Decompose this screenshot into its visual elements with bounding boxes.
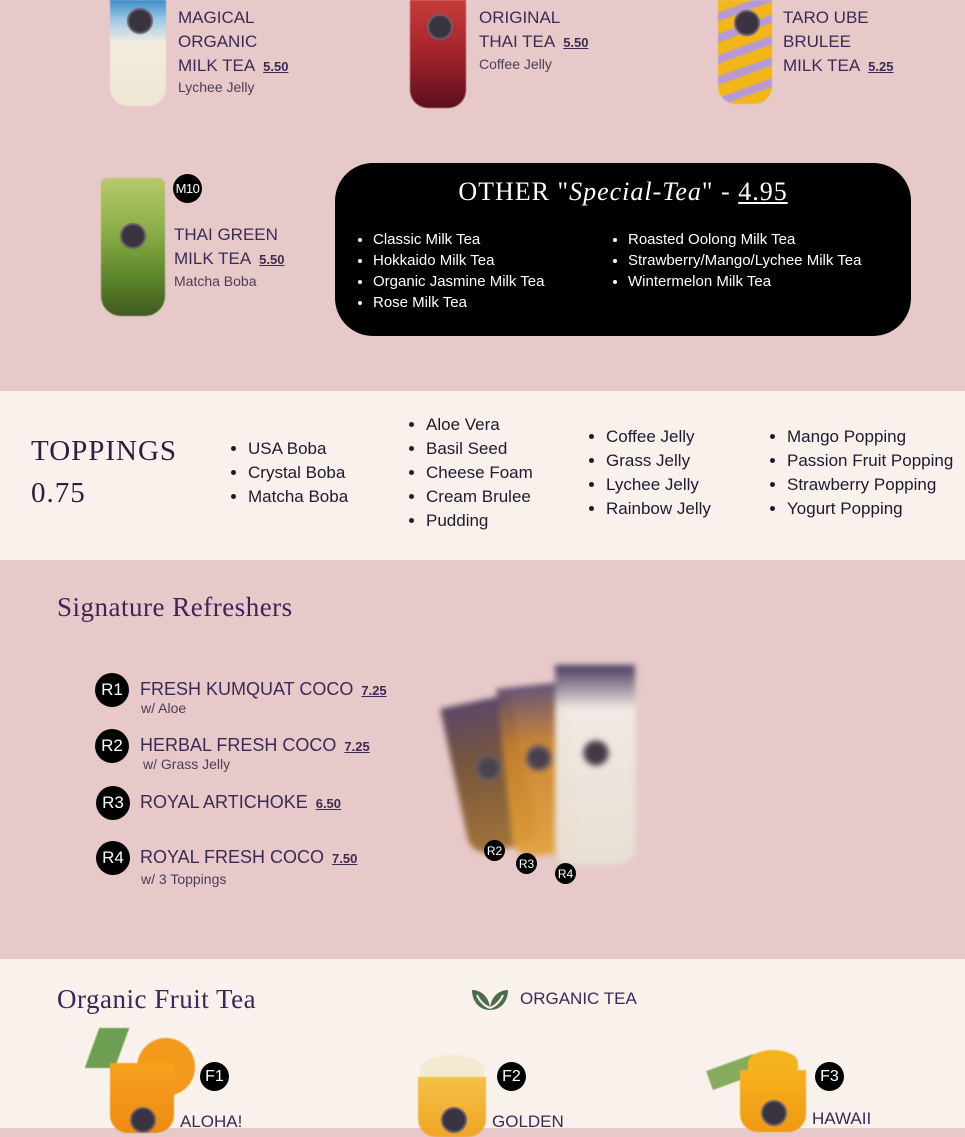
taro-ube-brulee-name: TARO UBE BRULEE MILK TEA 5.25	[783, 8, 894, 75]
price: 6.50	[315, 796, 342, 811]
leaf-garnish-icon	[85, 1028, 130, 1068]
photo-r3-badge: R3	[516, 853, 537, 874]
price: 5.50	[563, 35, 589, 50]
golden-name: GOLDEN	[492, 1112, 564, 1131]
leaf-icon	[470, 986, 510, 1017]
list-item: • Yogurt Popping	[787, 497, 953, 521]
list-item: • Roasted Oolong Milk Tea	[628, 229, 861, 250]
organic-tea-label: ORGANIC TEA	[520, 989, 637, 1008]
royal-fresh-coco-sub: w/ 3 Toppings	[141, 871, 227, 887]
r4-badge: R4	[96, 841, 130, 875]
list-item: • Lychee Jelly	[606, 473, 711, 497]
golden-cup-image	[418, 1077, 486, 1137]
cup-logo-icon	[583, 740, 609, 766]
thai-green-milk-tea-image	[101, 178, 165, 316]
original-thai-tea-image	[410, 0, 466, 108]
cup-logo-icon	[761, 1100, 787, 1126]
magical-organic-milk-tea-image	[110, 0, 166, 106]
list-item: • USA Boba	[248, 437, 348, 461]
magical-organic-milk-tea-name: MAGICAL ORGANIC MILK TEA 5.50	[178, 8, 289, 75]
cup-logo-icon	[120, 223, 146, 249]
list-item: • Cream Brulee	[426, 485, 533, 509]
toppings-list-4	[769, 425, 953, 521]
list-item: • Aloe Vera	[426, 413, 533, 437]
f1-badge: F1	[200, 1062, 229, 1091]
price: 5.50	[259, 252, 285, 267]
price: 7.25	[344, 739, 370, 754]
r3-badge: R3	[96, 786, 130, 820]
special-tea-title: OTHER "Special-Tea" - 4.95	[458, 177, 788, 206]
royal-fresh-coco: ROYAL FRESH COCO 7.50	[140, 847, 358, 867]
list-item: • Wintermelon Milk Tea	[628, 271, 861, 292]
herbal-fresh-coco-sub: w/ Grass Jelly	[143, 756, 231, 772]
r1-badge: R1	[95, 673, 129, 707]
list-item: • Strawberry Popping	[787, 473, 953, 497]
r2-badge: R2	[95, 729, 129, 763]
refreshers-title: Signature Refreshers	[57, 592, 293, 622]
royal-artichoke: ROYAL ARTICHOKE 6.50	[140, 792, 342, 812]
list-item: • Cheese Foam	[426, 461, 533, 485]
list-item: • Matcha Boba	[248, 485, 348, 509]
list-item: • Coffee Jelly	[606, 425, 711, 449]
original-thai-tea-name: ORIGINAL THAI TEA 5.50	[479, 8, 589, 51]
list-item: • Basil Seed	[426, 437, 533, 461]
refreshers-photo	[440, 655, 670, 895]
list-item: • Passion Fruit Popping	[787, 449, 953, 473]
cup-logo-icon	[441, 1107, 467, 1133]
m10-badge: M10	[173, 174, 202, 203]
aloha-cup-image	[110, 1063, 174, 1133]
refresher-cup-white-image	[555, 665, 635, 865]
special-tea-price: 4.95	[738, 177, 788, 206]
toppings-list-1	[230, 437, 348, 509]
list-item: • Crystal Boba	[248, 461, 348, 485]
list-item: • Rainbow Jelly	[606, 497, 711, 521]
price: 5.50	[263, 59, 289, 74]
hawaii-name: HAWAII	[812, 1109, 872, 1128]
golden-image	[415, 1055, 493, 1128]
photo-r4-badge: R4	[555, 863, 576, 884]
fruit-tea-title: Organic Fruit Tea	[57, 984, 257, 1014]
list-item: • Hokkaido Milk Tea	[373, 250, 544, 271]
list-item: • Classic Milk Tea	[373, 229, 544, 250]
cup-logo-icon	[524, 744, 553, 773]
list-item: • Grass Jelly	[606, 449, 711, 473]
f2-badge: F2	[497, 1062, 526, 1091]
toppings-price: 0.75	[31, 477, 86, 509]
hawaii-image	[708, 1050, 808, 1128]
price: 7.50	[332, 851, 358, 866]
price: 5.25	[868, 59, 894, 74]
toppings-list-3	[588, 425, 711, 521]
aloha-name: ALOHA!	[180, 1112, 243, 1131]
list-item: • Mango Popping	[787, 425, 953, 449]
special-tea-list-left	[335, 229, 544, 313]
fresh-kumquat-coco: FRESH KUMQUAT COCO 7.25	[140, 679, 387, 699]
cup-logo-icon	[473, 753, 504, 784]
list-item: • Strawberry/Mango/Lychee Milk Tea	[628, 250, 861, 271]
thai-green-milk-tea-name: THAI GREEN MILK TEA 5.50	[174, 225, 285, 268]
fresh-kumquat-coco-sub: w/ Aloe	[141, 700, 187, 716]
thai-green-topping: Matcha Boba	[174, 273, 257, 289]
special-tea-list-right	[590, 229, 861, 292]
herbal-fresh-coco: HERBAL FRESH COCO 7.25	[140, 735, 370, 755]
cup-logo-icon	[734, 10, 760, 36]
cup-logo-icon	[127, 8, 153, 34]
cup-logo-icon	[130, 1107, 156, 1133]
list-item: • Organic Jasmine Milk Tea	[373, 271, 544, 292]
special-tea-panel	[335, 163, 911, 336]
toppings-list-2	[408, 413, 533, 533]
taro-ube-brulee-image	[718, 0, 772, 104]
magical-organic-topping: Lychee Jelly	[178, 79, 255, 95]
original-thai-tea-topping: Coffee Jelly	[479, 56, 552, 72]
photo-r2-badge: R2	[484, 840, 505, 861]
hawaii-cup-image	[740, 1070, 806, 1132]
list-item: • Pudding	[426, 509, 533, 533]
list-item: • Rose Milk Tea	[373, 292, 544, 313]
toppings-title: TOPPINGS 0.75	[31, 430, 177, 514]
cup-logo-icon	[427, 14, 453, 40]
f3-badge: F3	[815, 1062, 844, 1091]
price: 7.25	[361, 683, 387, 698]
